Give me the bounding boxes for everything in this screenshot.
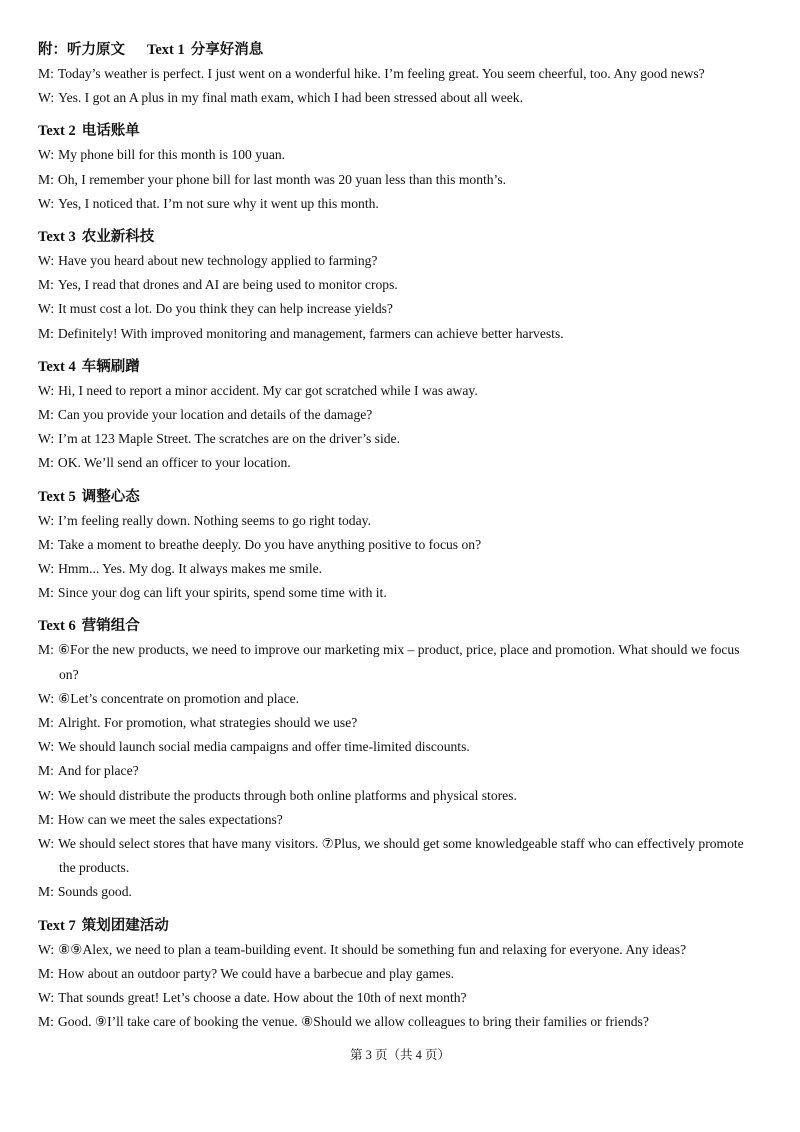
speaker-label: M:	[38, 325, 54, 341]
dialogue-line	[38, 832, 762, 880]
section-label: Text 2	[38, 123, 76, 140]
dialogue-line	[38, 784, 762, 808]
dialogue-text: Have you heard about new technology applied to farming?	[58, 253, 378, 269]
dialogue-text: Sounds good.	[57, 884, 132, 900]
dialogue-text: Since your dog can lift your spirits, spend some time with it.	[57, 585, 387, 601]
section-heading	[38, 914, 762, 938]
dialogue-line	[38, 581, 762, 605]
dialogue-line	[38, 986, 762, 1010]
text-section	[38, 38, 762, 110]
dialogue-line	[38, 143, 762, 167]
dialogue-text: Yes, I noticed that. I’m not sure why it went up this month.	[58, 195, 379, 211]
speaker-label: W:	[38, 990, 55, 1006]
dialogue-text: Yes, I read that drones and AI are being used to monitor crops.	[57, 277, 398, 293]
speaker-label: M:	[38, 277, 54, 293]
section-label: Text 5	[38, 488, 76, 505]
section-title: 策划团建活动	[81, 917, 169, 934]
dialogue-text: We should launch social media campaigns and offer time-limited discounts.	[58, 739, 470, 755]
text-section	[38, 485, 762, 606]
dialogue-text: Hi, I need to report a minor accident. My car got scratched while I was away.	[58, 382, 478, 398]
text-section	[38, 355, 762, 476]
dialogue-text: That sounds great! Let’s choose a date. How about the 10th of next month?	[58, 990, 467, 1006]
dialogue-text: Good. ⑨I’ll take care of booking the venue. ⑧Should we allow colleagues to bring their families or friends?	[57, 1014, 649, 1030]
dialogue-line	[38, 427, 762, 451]
dialogue-text: How can we meet the sales expectations?	[57, 811, 283, 827]
speaker-label: W:	[38, 301, 55, 317]
page-footer: 第 3 页（共 4 页）	[349, 1048, 450, 1062]
appendix-title: 附：听力原文	[38, 42, 125, 58]
section-heading	[38, 119, 762, 143]
dialogue-line	[38, 168, 762, 192]
dialogue-line	[38, 451, 762, 475]
dialogue-text: Today’s weather is perfect. I just went on a wonderful hike. I’m feeling great. You seem cheerful, too. Any good news?	[57, 66, 705, 81]
dialogue-text: ⑧⑨Alex, we need to plan a team-building event. It should be something fun and relaxing for everyone. Any ideas?	[58, 941, 687, 957]
dialogue-text: It must cost a lot. Do you think they can help increase yields?	[58, 301, 393, 317]
dialogue-line	[38, 379, 762, 403]
dialogue-line	[38, 403, 762, 427]
speaker-label: W:	[38, 941, 55, 957]
section-title: 电话账单	[81, 123, 140, 140]
dialogue-text: OK. We’ll send an officer to your location.	[57, 455, 291, 471]
speaker-label: M:	[38, 715, 54, 731]
dialogue-line	[38, 533, 762, 557]
speaker-label: W:	[38, 787, 55, 803]
speaker-label: W:	[38, 690, 55, 706]
speaker-label: M:	[38, 884, 54, 900]
dialogue-line	[38, 557, 762, 581]
speaker-label: W:	[38, 561, 55, 577]
section-heading	[38, 225, 762, 249]
dialogue-text: Hmm... Yes. My dog. It always makes me smile.	[58, 561, 323, 577]
dialogue-text: And for place?	[57, 763, 139, 779]
section-title: 分享好消息	[190, 42, 264, 58]
dialogue-text: We should distribute the products through both online platforms and physical stores.	[58, 787, 517, 803]
speaker-label: W:	[38, 382, 55, 398]
dialogue-line	[38, 808, 762, 832]
speaker-label: W:	[38, 253, 55, 269]
speaker-label: M:	[38, 536, 54, 552]
speaker-label: W:	[38, 431, 55, 447]
speaker-label: W:	[38, 739, 55, 755]
speaker-label: W:	[38, 90, 55, 106]
dialogue-text: Oh, I remember your phone bill for last month was 20 yuan less than this month’s.	[57, 171, 507, 187]
section-heading	[38, 614, 762, 638]
section-title: 车辆刷蹭	[81, 358, 140, 375]
text-section	[38, 225, 762, 346]
section-label: Text 6	[38, 618, 76, 635]
speaker-label: M:	[38, 965, 54, 981]
dialogue-line	[38, 86, 762, 110]
dialogue-line	[38, 1010, 762, 1034]
dialogue-text: Can you provide your location and details of the damage?	[57, 407, 373, 423]
speaker-label: M:	[38, 1014, 54, 1030]
dialogue-line	[38, 687, 762, 711]
speaker-label: M:	[38, 455, 54, 471]
dialogue-line	[38, 192, 762, 216]
transcript-page	[38, 38, 762, 1035]
section-heading	[38, 355, 762, 379]
text-section	[38, 119, 762, 216]
dialogue-line	[38, 322, 762, 346]
speaker-label: M:	[38, 585, 54, 601]
dialogue-line	[38, 273, 762, 297]
speaker-label: M:	[38, 407, 54, 423]
speaker-label: W:	[38, 512, 55, 528]
dialogue-text: I’m feeling really down. Nothing seems to go right today.	[58, 512, 371, 528]
speaker-label: M:	[38, 171, 54, 187]
dialogue-text: Yes. I got an A plus in my final math exam, which I had been stressed about all week.	[58, 90, 523, 106]
section-label: Text 1	[147, 42, 185, 58]
text-section	[38, 914, 762, 1035]
dialogue-line	[38, 880, 762, 904]
dialogue-text: ⑥For the new products, we need to improve our marketing mix – product, price, place and promotion. What should we focus on?	[57, 642, 740, 682]
dialogue-text: Take a moment to breathe deeply. Do you have anything positive to focus on?	[57, 536, 482, 552]
dialogue-line	[38, 962, 762, 986]
dialogue-text: Definitely! With improved monitoring and management, farmers can achieve better harvests.	[57, 325, 564, 341]
speaker-label: M:	[38, 811, 54, 827]
speaker-label: M:	[38, 763, 54, 779]
section-title: 营销组合	[81, 618, 140, 635]
section-label: Text 7	[38, 917, 76, 934]
section-title: 调整心态	[81, 488, 140, 505]
speaker-label: W:	[38, 836, 55, 852]
section-label: Text 3	[38, 229, 76, 246]
dialogue-line	[38, 938, 762, 962]
dialogue-line	[38, 735, 762, 759]
section-heading	[38, 485, 762, 509]
dialogue-text: ⑥Let’s concentrate on promotion and place.	[58, 690, 300, 706]
speaker-label: M:	[38, 66, 54, 81]
speaker-label: W:	[38, 147, 55, 163]
dialogue-line	[38, 638, 762, 686]
dialogue-text: I’m at 123 Maple Street. The scratches are on the driver’s side.	[58, 431, 400, 447]
dialogue-text: We should select stores that have many visitors. ⑦Plus, we should get some knowledgeable staff who can effectively promote the products.	[58, 836, 744, 876]
dialogue-line	[38, 759, 762, 783]
dialogue-text: How about an outdoor party? We could have a barbecue and play games.	[57, 965, 455, 981]
dialogue-text: Alright. For promotion, what strategies should we use?	[57, 715, 358, 731]
dialogue-line	[38, 711, 762, 735]
dialogue-line	[38, 509, 762, 533]
text-section	[38, 614, 762, 904]
speaker-label: M:	[38, 642, 54, 658]
dialogue-text: My phone bill for this month is 100 yuan.	[58, 147, 286, 163]
section-heading	[38, 38, 762, 62]
dialogue-line	[38, 297, 762, 321]
section-label: Text 4	[38, 358, 76, 375]
dialogue-line	[38, 249, 762, 273]
dialogue-line	[38, 62, 762, 86]
section-title: 农业新科技	[81, 229, 155, 246]
speaker-label: W:	[38, 195, 55, 211]
